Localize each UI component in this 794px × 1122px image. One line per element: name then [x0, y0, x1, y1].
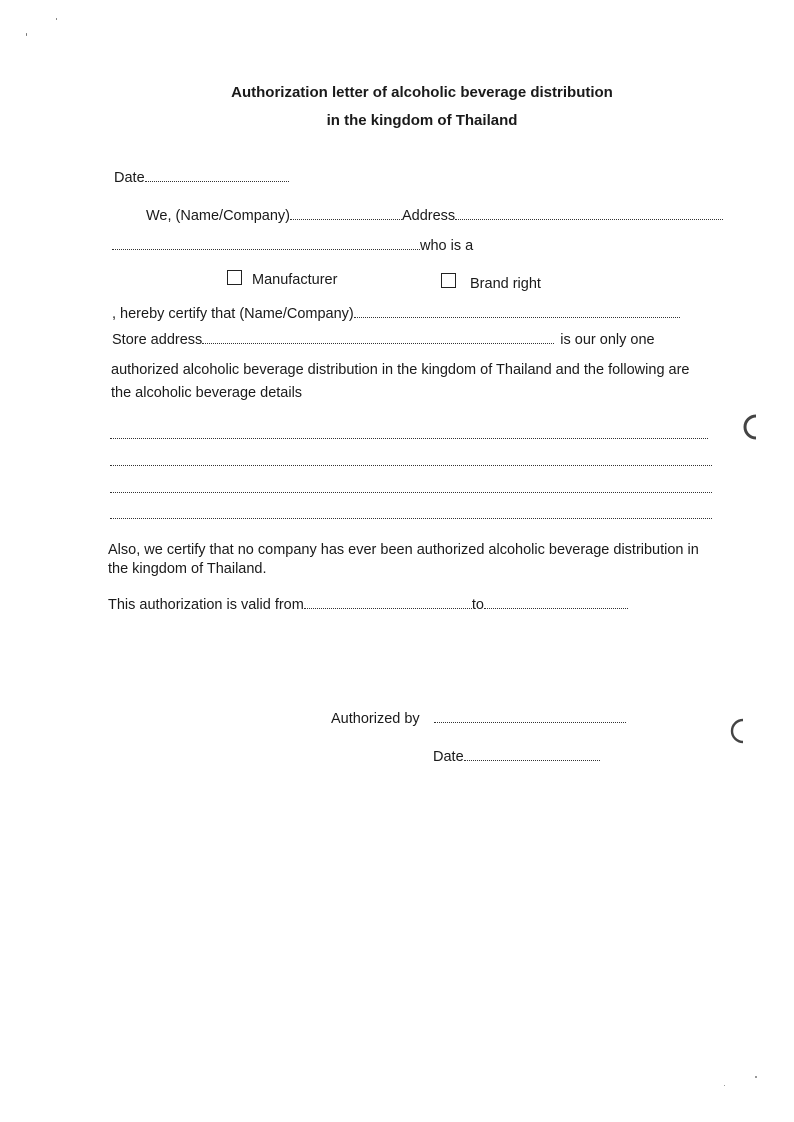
we-row: [146, 208, 723, 224]
store-address-row: [112, 332, 655, 348]
store-address-field[interactable]: [202, 342, 554, 344]
authorized-by-label: Authorized by: [331, 711, 420, 727]
authorized-by-row: [331, 711, 626, 727]
store-address-label: Store address: [112, 332, 203, 348]
manufacturer-label: Manufacturer: [252, 272, 338, 288]
sign-date-field[interactable]: [464, 759, 600, 761]
we-label: We, (Name/Company): [146, 208, 290, 224]
authorized-line: authorized alcoholic beverage distribution in the kingdom of Thailand and the following are: [111, 362, 690, 378]
to-label: to: [471, 597, 484, 613]
certified-name-field[interactable]: [354, 316, 680, 318]
hole-punch-mark: [738, 412, 764, 442]
valid-to-field[interactable]: [484, 607, 628, 609]
who-is-a-label: who is a: [420, 238, 474, 254]
scan-speck: [724, 1085, 725, 1086]
title-line-1: Authorization letter of alcoholic beverage distribution: [231, 84, 613, 101]
detail-line[interactable]: [110, 438, 708, 439]
sign-date-row: [433, 749, 600, 765]
scan-speck: [26, 33, 27, 36]
sign-date-label: Date: [433, 749, 464, 765]
hole-punch-mark: [726, 716, 752, 746]
date-label: Date: [114, 170, 145, 186]
title-line-2: in the kingdom of Thailand: [326, 112, 518, 129]
who-is-a-row: [112, 238, 473, 254]
also-line-1: Also, we certify that no company has ever been authorized alcoholic beverage distribution in: [108, 542, 699, 558]
date-field[interactable]: [145, 180, 289, 182]
validity-row: [108, 597, 628, 613]
hereby-row: [112, 306, 680, 322]
beverage-details-label: the alcoholic beverage details: [111, 385, 303, 401]
we-name-field[interactable]: [290, 218, 402, 220]
scan-speck: [56, 18, 57, 20]
scan-speck: [755, 1076, 757, 1078]
detail-line[interactable]: [110, 518, 712, 519]
detail-line[interactable]: [110, 492, 712, 493]
valid-from-field[interactable]: [304, 607, 472, 609]
address-continuation-field[interactable]: [112, 248, 420, 250]
signature-field[interactable]: [434, 721, 626, 723]
date-row: [114, 170, 289, 186]
is-our-only-one-label: is our only one: [560, 332, 655, 348]
detail-line[interactable]: [110, 465, 712, 466]
hereby-label: , hereby certify that (Name/Company): [112, 306, 354, 322]
brand-right-label: Brand right: [470, 276, 541, 292]
address-label: Address: [401, 208, 456, 224]
valid-from-label: This authorization is valid from: [108, 597, 304, 613]
also-line-2: the kingdom of Thailand.: [108, 561, 267, 577]
manufacturer-checkbox[interactable]: [227, 270, 242, 285]
brand-right-checkbox[interactable]: [441, 273, 456, 288]
address-field[interactable]: [455, 218, 723, 220]
